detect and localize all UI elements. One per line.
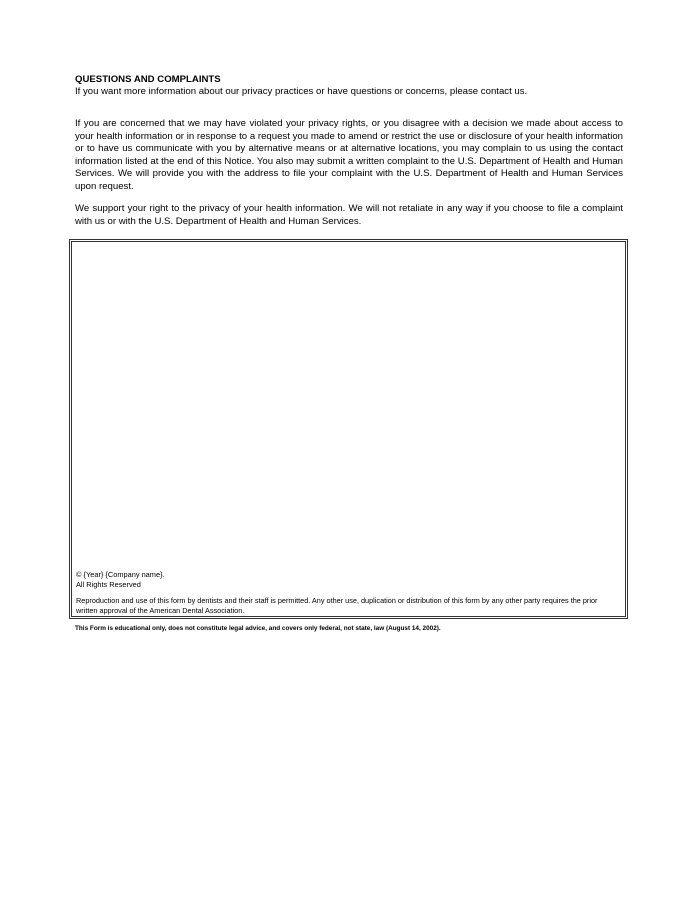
- copyright-notice: [76, 570, 165, 590]
- intro-text: If you want more information about our privacy practices or have questions or concerns, please contact us.: [75, 86, 528, 97]
- complaint-paragraph: If you are concerned that we may have violated your privacy rights, or you disagree with a decision we made about access to your health information or in response to a request you made to amend or restrict the use or disclosure of your health information or to have us communicate with you by alternative means or at alternative locations, you may complain to us using the contact information listed at the end of this Notice. You also may submit a written complaint to the U.S. Department of Health and Human Services. We will provide you with the address to file your complaint with the U.S. Department of Health and Human Services upon request.: [75, 118, 623, 192]
- section-heading: QUESTIONS AND COMPLAINTS: [75, 74, 221, 85]
- footer-disclaimer: This Form is educational only, does not constitute legal advice, and covers only federal, not state, law (August 14, 2002).: [75, 625, 441, 632]
- rights-reserved-line: All Rights Reserved: [76, 580, 141, 589]
- non-retaliation-paragraph: We support your right to the privacy of your health information. We will not retaliate in any way if you choose to file a complaint with us or with the U.S. Department of Health and Human Services.: [75, 203, 623, 227]
- bordered-box: [69, 239, 628, 619]
- copyright-line: © {Year} {Company name}.: [76, 570, 165, 579]
- reproduction-notice: Reproduction and use of this form by dentists and their staff is permitted. Any other use, duplication or distribution of this form by any other party requires the prior written approval of the American Dental Association.: [76, 596, 598, 615]
